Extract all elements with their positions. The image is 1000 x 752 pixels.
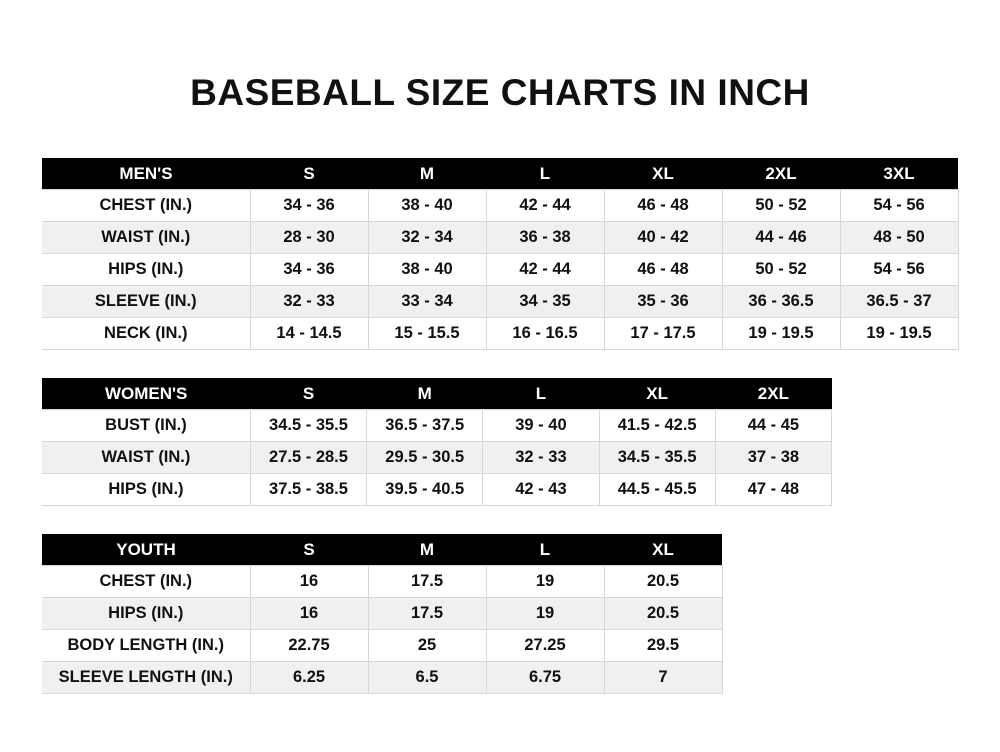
table-row: [42, 630, 722, 662]
cell: 6.5: [368, 662, 486, 694]
cell: 44 - 45: [715, 410, 831, 442]
cell: 34 - 35: [486, 286, 604, 318]
cell: 33 - 34: [368, 286, 486, 318]
size-tables-container: [42, 114, 958, 694]
row-label: WAIST (IN.): [42, 442, 250, 474]
cell: 41.5 - 42.5: [599, 410, 715, 442]
womens-header-s: S: [250, 378, 366, 410]
cell: 48 - 50: [840, 222, 958, 254]
table-row: [42, 566, 722, 598]
cell: 44.5 - 45.5: [599, 474, 715, 506]
table-row: [42, 598, 722, 630]
cell: 54 - 56: [840, 190, 958, 222]
cell: 14 - 14.5: [250, 318, 368, 350]
row-label: NECK (IN.): [42, 318, 250, 350]
row-label: SLEEVE (IN.): [42, 286, 250, 318]
cell: 38 - 40: [368, 254, 486, 286]
womens-size-table: [42, 378, 832, 506]
cell: 44 - 46: [722, 222, 840, 254]
row-label: CHEST (IN.): [42, 190, 250, 222]
womens-header-xl: XL: [599, 378, 715, 410]
row-label: HIPS (IN.): [42, 474, 250, 506]
cell: 25: [368, 630, 486, 662]
row-label: WAIST (IN.): [42, 222, 250, 254]
cell: 34 - 36: [250, 254, 368, 286]
cell: 34.5 - 35.5: [599, 442, 715, 474]
cell: 35 - 36: [604, 286, 722, 318]
womens-header-2xl: 2XL: [715, 378, 831, 410]
row-label: BODY LENGTH (IN.): [42, 630, 250, 662]
cell: 19: [486, 598, 604, 630]
cell: 36 - 38: [486, 222, 604, 254]
cell: 15 - 15.5: [368, 318, 486, 350]
row-label: CHEST (IN.): [42, 566, 250, 598]
womens-header-label: WOMEN'S: [42, 378, 250, 410]
mens-header-label: MEN'S: [42, 158, 250, 190]
cell: 32 - 34: [368, 222, 486, 254]
youth-header-s: S: [250, 534, 368, 566]
youth-header-xl: XL: [604, 534, 722, 566]
mens-header-m: M: [368, 158, 486, 190]
cell: 50 - 52: [722, 190, 840, 222]
cell: 34 - 36: [250, 190, 368, 222]
table-row: [42, 222, 958, 254]
cell: 54 - 56: [840, 254, 958, 286]
table-row: [42, 254, 958, 286]
cell: 27.25: [486, 630, 604, 662]
womens-header-l: L: [483, 378, 599, 410]
cell: 38 - 40: [368, 190, 486, 222]
cell: 29.5: [604, 630, 722, 662]
row-label: HIPS (IN.): [42, 254, 250, 286]
cell: 50 - 52: [722, 254, 840, 286]
cell: 37 - 38: [715, 442, 831, 474]
cell: 6.25: [250, 662, 368, 694]
cell: 19: [486, 566, 604, 598]
table-header-row: [42, 378, 832, 410]
cell: 39 - 40: [483, 410, 599, 442]
mens-header-xl: XL: [604, 158, 722, 190]
mens-header-2xl: 2XL: [722, 158, 840, 190]
table-row: [42, 190, 958, 222]
cell: 22.75: [250, 630, 368, 662]
table-row: [42, 442, 832, 474]
cell: 17.5: [368, 566, 486, 598]
cell: 32 - 33: [483, 442, 599, 474]
cell: 37.5 - 38.5: [250, 474, 366, 506]
table-header-row: [42, 158, 958, 190]
table-row: [42, 474, 832, 506]
cell: 42 - 44: [486, 254, 604, 286]
mens-size-table: [42, 158, 959, 350]
row-label: HIPS (IN.): [42, 598, 250, 630]
cell: 17.5: [368, 598, 486, 630]
cell: 19 - 19.5: [722, 318, 840, 350]
cell: 36.5 - 37: [840, 286, 958, 318]
cell: 16: [250, 566, 368, 598]
cell: 16 - 16.5: [486, 318, 604, 350]
cell: 16: [250, 598, 368, 630]
cell: 47 - 48: [715, 474, 831, 506]
cell: 32 - 33: [250, 286, 368, 318]
cell: 34.5 - 35.5: [250, 410, 366, 442]
cell: 36.5 - 37.5: [367, 410, 483, 442]
cell: 27.5 - 28.5: [250, 442, 366, 474]
cell: 19 - 19.5: [840, 318, 958, 350]
table-row: [42, 318, 958, 350]
table-row: [42, 410, 832, 442]
mens-header-s: S: [250, 158, 368, 190]
cell: 28 - 30: [250, 222, 368, 254]
youth-header-m: M: [368, 534, 486, 566]
cell: 6.75: [486, 662, 604, 694]
cell: 29.5 - 30.5: [367, 442, 483, 474]
cell: 20.5: [604, 566, 722, 598]
youth-size-table: [42, 534, 723, 694]
cell: 36 - 36.5: [722, 286, 840, 318]
youth-header-label: YOUTH: [42, 534, 250, 566]
row-label: SLEEVE LENGTH (IN.): [42, 662, 250, 694]
table-row: [42, 662, 722, 694]
cell: 46 - 48: [604, 254, 722, 286]
mens-header-l: L: [486, 158, 604, 190]
cell: 46 - 48: [604, 190, 722, 222]
cell: 39.5 - 40.5: [367, 474, 483, 506]
cell: 7: [604, 662, 722, 694]
mens-header-3xl: 3XL: [840, 158, 958, 190]
cell: 20.5: [604, 598, 722, 630]
youth-header-l: L: [486, 534, 604, 566]
cell: 17 - 17.5: [604, 318, 722, 350]
table-header-row: [42, 534, 722, 566]
table-row: [42, 286, 958, 318]
cell: 42 - 44: [486, 190, 604, 222]
page-title: BASEBALL SIZE CHARTS IN INCH: [190, 72, 810, 113]
cell: 42 - 43: [483, 474, 599, 506]
cell: 40 - 42: [604, 222, 722, 254]
womens-header-m: M: [367, 378, 483, 410]
row-label: BUST (IN.): [42, 410, 250, 442]
